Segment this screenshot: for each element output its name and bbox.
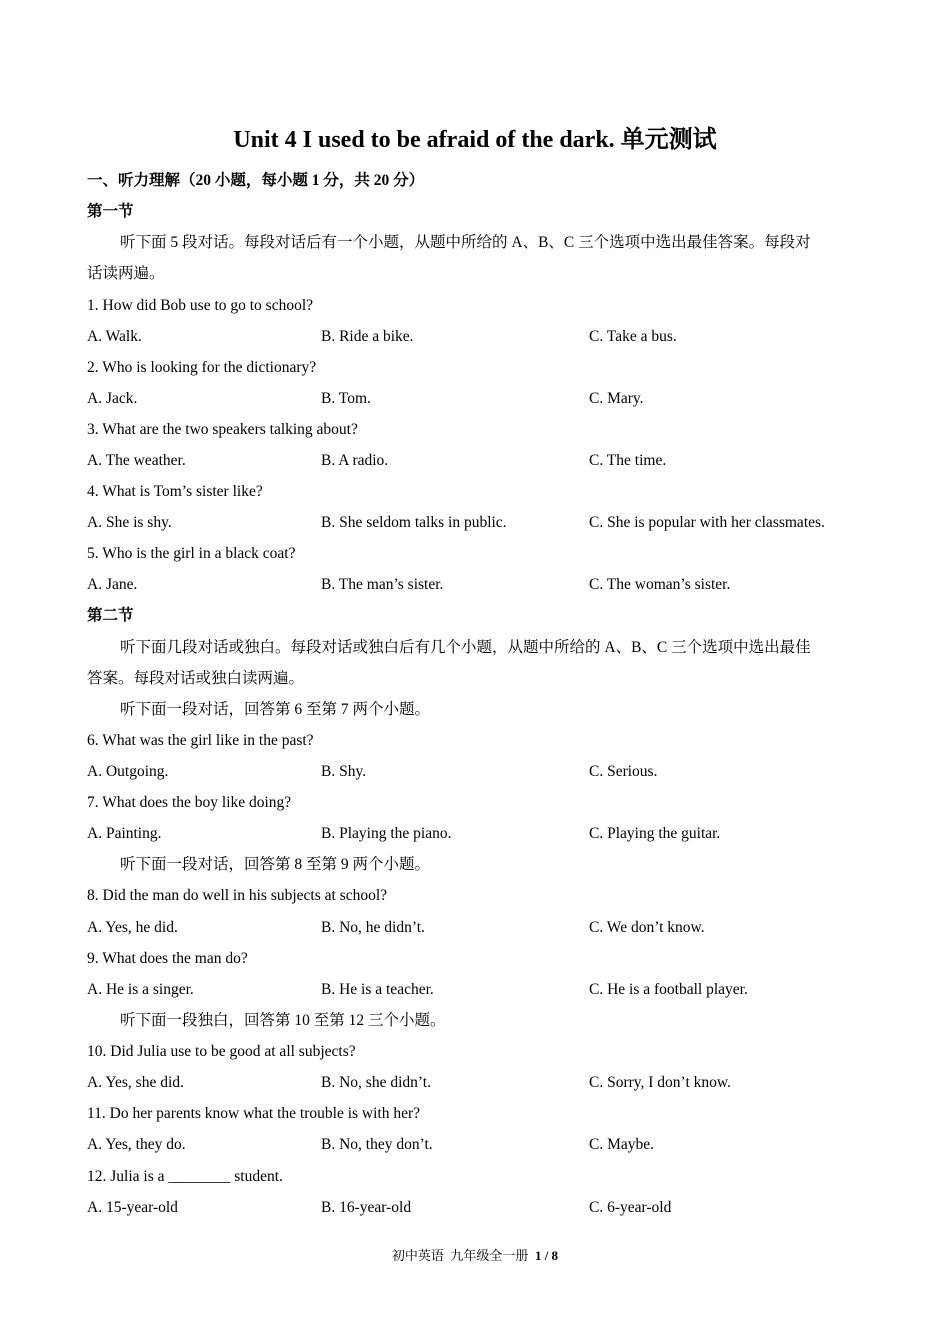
q11-option-b: B. No, they don’t. <box>321 1136 433 1153</box>
q5-option-b: B. The man’s sister. <box>321 576 444 593</box>
question-1: 1. How did Bob use to go to school? <box>87 297 314 314</box>
question-2: 2. Who is looking for the dictionary? <box>87 359 317 376</box>
q9-option-a: A. He is a singer. <box>87 981 194 998</box>
q11-option-a: A. Yes, they do. <box>87 1136 186 1153</box>
q6-option-c: C. Serious. <box>589 763 658 780</box>
q12-option-c: C. 6-year-old <box>589 1199 672 1216</box>
q8-option-a: A. Yes, he did. <box>87 919 178 936</box>
part2-instruction: 听下面几段对话或独白。每段对话或独白后有几个小题，从题中所给的 A、B、C 三个选项中选出最佳 <box>120 639 811 656</box>
q7-option-c: C. Playing the guitar. <box>589 825 721 842</box>
question-8: 8. Did the man do well in his subjects at school? <box>87 887 388 904</box>
question-4: 4. What is Tom’s sister like? <box>87 483 263 500</box>
q3-option-a: A. The weather. <box>87 452 186 469</box>
q6-option-b: B. Shy. <box>321 763 367 780</box>
q2-option-c: C. Mary. <box>589 390 644 407</box>
part1-instruction: 听下面 5 段对话。每段对话后有一个小题，从题中所给的 A、B、C 三个选项中选出最佳答案。每段对 <box>120 234 811 251</box>
q8-option-c: C. We don’t know. <box>589 919 705 936</box>
q1-option-a: A. Walk. <box>87 328 142 345</box>
q11-option-c: C. Maybe. <box>589 1136 655 1153</box>
q7-option-a: A. Painting. <box>87 825 162 842</box>
question-12: 12. Julia is a ________ student. <box>87 1168 283 1185</box>
q4-option-c: C. She is popular with her classmates. <box>589 514 825 531</box>
part2-heading: 第二节 <box>87 607 134 624</box>
q10-option-a: A. Yes, she did. <box>87 1074 184 1091</box>
q4-option-a: A. She is shy. <box>87 514 172 531</box>
q12-option-a: A. 15-year-old <box>87 1199 178 1216</box>
page-footer <box>0 1247 950 1265</box>
q4-option-b: B. She seldom talks in public. <box>321 514 507 531</box>
q8-option-b: B. No, he didn’t. <box>321 919 425 936</box>
q3-option-b: B. A radio. <box>321 452 389 469</box>
question-3: 3. What are the two speakers talking about? <box>87 421 358 438</box>
listening-note-8-9: 听下面一段对话，回答第 8 至第 9 两个小题。 <box>120 856 431 873</box>
listening-note-10-12: 听下面一段独白，回答第 10 至第 12 三个小题。 <box>120 1012 446 1029</box>
q2-option-b: B. Tom. <box>321 390 371 407</box>
q9-option-b: B. He is a teacher. <box>321 981 434 998</box>
question-9: 9. What does the man do? <box>87 950 248 967</box>
q10-option-c: C. Sorry, I don’t know. <box>589 1074 731 1091</box>
part1-heading: 第一节 <box>87 203 134 220</box>
page-title: Unit 4 I used to be afraid of the dark. 单元测试 <box>233 127 717 153</box>
footer-text: 初中英语 九年级全一册 <box>391 1248 535 1263</box>
question-11: 11. Do her parents know what the trouble is with her? <box>87 1105 421 1122</box>
part1-instruction-cont: 话读两遍。 <box>87 265 165 282</box>
q9-option-c: C. He is a football player. <box>589 981 748 998</box>
q2-option-a: A. Jack. <box>87 390 138 407</box>
q5-option-c: C. The woman’s sister. <box>589 576 731 593</box>
page-number: 1 / 8 <box>534 1248 559 1263</box>
q3-option-c: C. The time. <box>589 452 667 469</box>
question-10: 10. Did Julia use to be good at all subjects? <box>87 1043 356 1060</box>
q1-option-c: C. Take a bus. <box>589 328 677 345</box>
q6-option-a: A. Outgoing. <box>87 763 169 780</box>
question-5: 5. Who is the girl in a black coat? <box>87 545 296 562</box>
listening-note-6-7: 听下面一段对话，回答第 6 至第 7 两个小题。 <box>120 701 431 718</box>
q5-option-a: A. Jane. <box>87 576 138 593</box>
part2-instruction-cont: 答案。每段对话或独白读两遍。 <box>87 670 305 687</box>
q12-option-b: B. 16-year-old <box>321 1199 412 1216</box>
q1-option-b: B. Ride a bike. <box>321 328 414 345</box>
question-7: 7. What does the boy like doing? <box>87 794 292 811</box>
section-heading: 一、听力理解（20 小题，每小题 1 分，共 20 分） <box>87 172 425 189</box>
q7-option-b: B. Playing the piano. <box>321 825 452 842</box>
question-6: 6. What was the girl like in the past? <box>87 732 314 749</box>
q10-option-b: B. No, she didn’t. <box>321 1074 431 1091</box>
